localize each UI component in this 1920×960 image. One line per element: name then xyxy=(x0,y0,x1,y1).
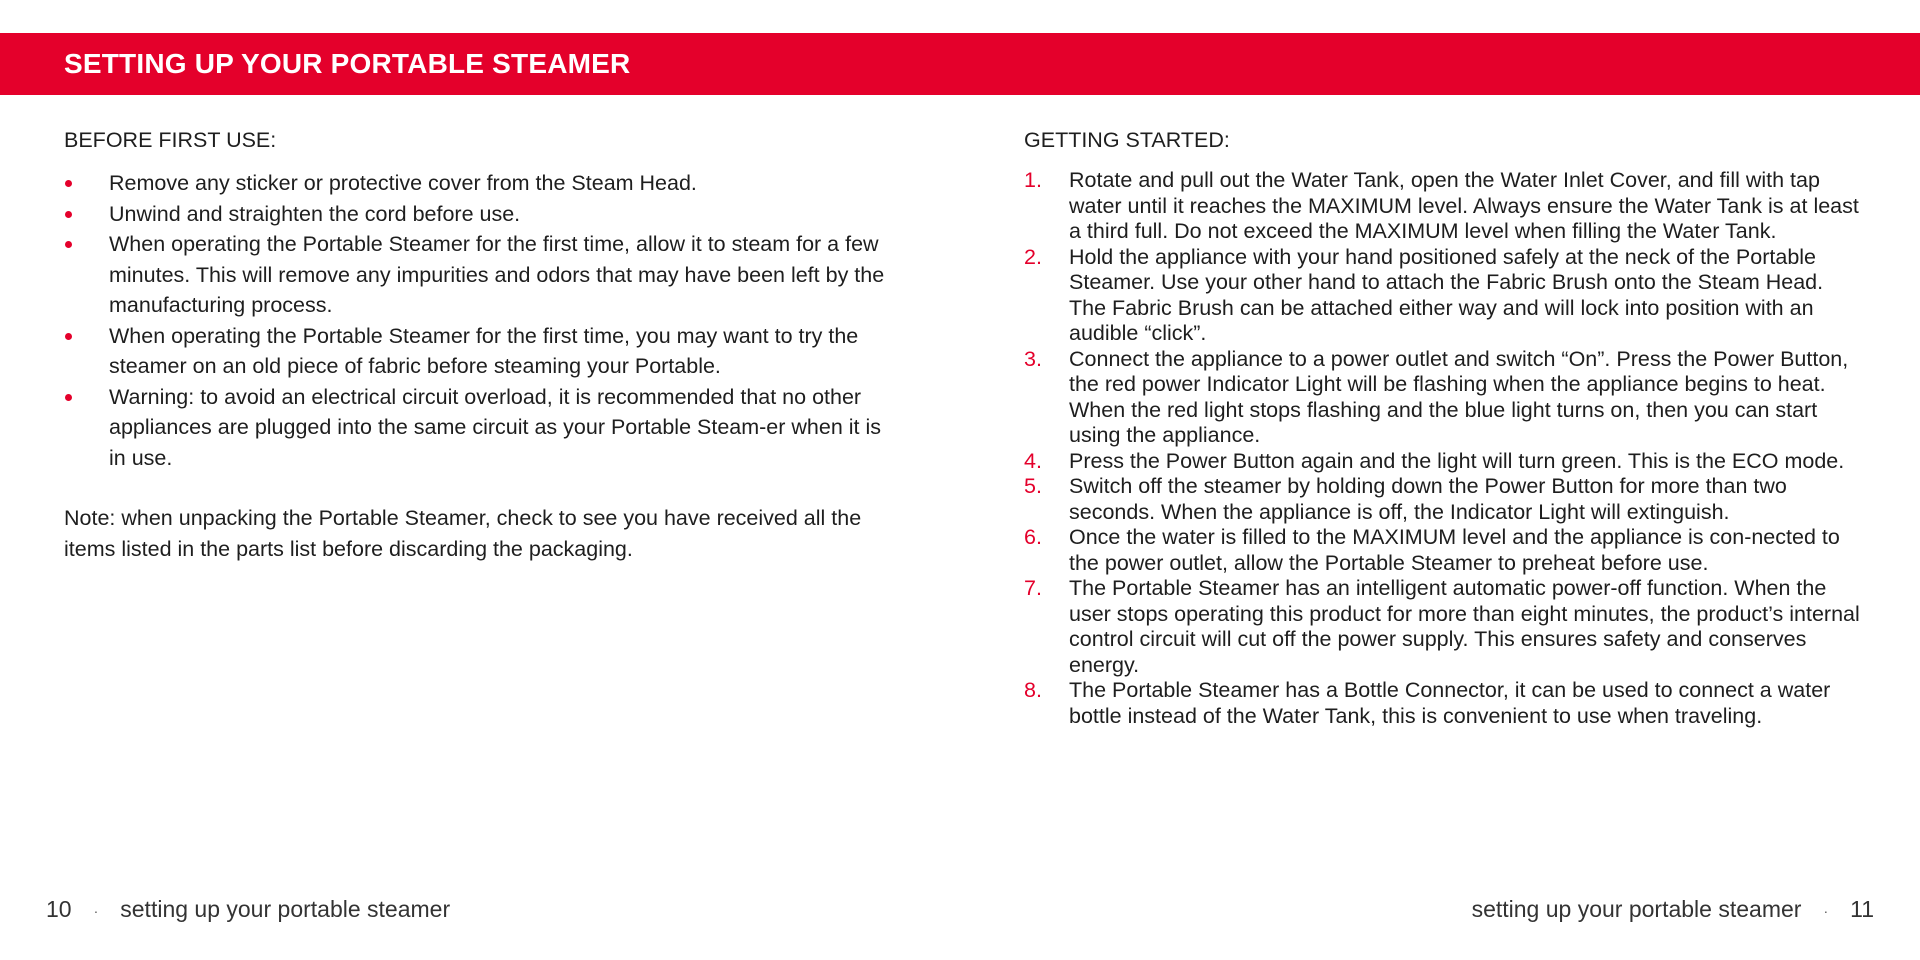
step-number: 3. xyxy=(1024,346,1042,371)
bullet-dot-icon xyxy=(65,394,72,401)
getting-started-heading: GETTING STARTED: xyxy=(1024,128,1230,152)
unpacking-note: Note: when unpacking the Portable Steamer, check to see you have received all the items listed in the parts list before discarding the packaging. xyxy=(64,506,862,561)
list-item-text: When operating the Portable Steamer for the first time, allow it to steam for a few minutes. This will remove any impurities and odors that may have been left by the manufacturing process. xyxy=(109,232,885,317)
step-number: 6. xyxy=(1024,525,1042,549)
footer-right xyxy=(1472,894,1874,926)
list-item xyxy=(64,382,900,474)
step-item xyxy=(1024,449,1864,475)
step-item xyxy=(1024,576,1864,678)
step-text: Once the water is filled to the MAXIMUM level and the appliance is con-nected to the power outlet, allow the Portable Steamer to preheat before use. xyxy=(1069,525,1840,575)
step-text: The Portable Steamer has an intelligent automatic power-off function. When the user stops operating this product for more than eight minutes, the product’s internal control circuit will cut off the power supply. This ensures safety and conserves energy. xyxy=(1069,576,1860,677)
step-number: 5. xyxy=(1024,474,1042,498)
step-item xyxy=(1024,347,1864,449)
bullet-dot-icon xyxy=(65,333,72,340)
step-number: 8. xyxy=(1024,678,1042,702)
step-number: 4. xyxy=(1024,448,1042,473)
page-number-right: 11 xyxy=(1850,896,1874,922)
before-first-use-heading: BEFORE FIRST USE: xyxy=(64,128,277,152)
before-first-use-list xyxy=(64,168,900,473)
list-item xyxy=(64,229,900,321)
list-item-text: Unwind and straighten the cord before use. xyxy=(109,201,521,226)
getting-started-steps xyxy=(1024,168,1864,729)
step-item xyxy=(1024,168,1864,245)
list-item-text: Remove any sticker or protective cover from the Steam Head. xyxy=(109,171,697,195)
bullet-dot-icon xyxy=(65,180,72,187)
page-number-left: 10 xyxy=(46,896,72,922)
step-item xyxy=(1024,245,1864,347)
page-title: SETTING UP YOUR PORTABLE STEAMER xyxy=(64,48,631,79)
list-item xyxy=(64,321,900,382)
step-number: 7. xyxy=(1024,576,1042,600)
footer-label-left: setting up your portable steamer xyxy=(120,896,451,922)
bullet-dot-icon xyxy=(65,241,72,248)
list-item-text: Warning: to avoid an electrical circuit overload, it is recommended that no other appliances are plugged into the same circuit as your Portable Steam-er when it is in use. xyxy=(109,384,882,470)
step-text: Hold the appliance with your hand positioned safely at the neck of the Portable Steamer. Use your other hand to attach the Fabric Brush onto the Steam Head. The Fabric Brush can be attached either way and will lock into position with an audible “click”. xyxy=(1069,244,1824,345)
step-text: Rotate and pull out the Water Tank, open the Water Inlet Cover, and fill with tap water until it reaches the MAXIMUM level. Always ensure the Water Tank is at least a third full. Do not exceed the MAXIMUM level when filling the Water Tank. xyxy=(1069,168,1859,243)
step-text: Press the Power Button again and the light will turn green. This is the ECO mode. xyxy=(1069,448,1845,473)
list-item xyxy=(64,199,900,230)
footer-separator: · xyxy=(93,902,99,919)
header-band xyxy=(0,33,1920,95)
list-item xyxy=(64,168,900,199)
step-text: Connect the appliance to a power outlet and switch “On”. Press the Power Button, the red power Indicator Light will be flashing when the appliance begins to heat. When the red light stops flashing and the blue light turns on, then you can start using the appliance. xyxy=(1069,346,1849,447)
step-item xyxy=(1024,525,1864,576)
right-column xyxy=(1024,126,1864,729)
step-text: Switch off the steamer by holding down the Power Button for more than two seconds. When the appliance is off, the Indicator Light will extinguish. xyxy=(1069,474,1787,524)
list-item-text: When operating the Portable Steamer for the first time, you may want to try the steamer on an old piece of fabric before steaming your Portable. xyxy=(109,323,859,378)
footer-separator: · xyxy=(1823,902,1829,919)
step-item xyxy=(1024,474,1864,525)
step-number: 1. xyxy=(1024,168,1042,192)
footer-left xyxy=(46,894,450,926)
footer-label-right: setting up your portable steamer xyxy=(1471,896,1802,922)
left-column xyxy=(64,126,900,564)
bullet-dot-icon xyxy=(65,211,72,218)
step-number: 2. xyxy=(1024,244,1042,269)
step-text: The Portable Steamer has a Bottle Connector, it can be used to connect a water bottle instead of the Water Tank, this is convenient to use when traveling. xyxy=(1069,678,1831,728)
step-item xyxy=(1024,678,1864,729)
